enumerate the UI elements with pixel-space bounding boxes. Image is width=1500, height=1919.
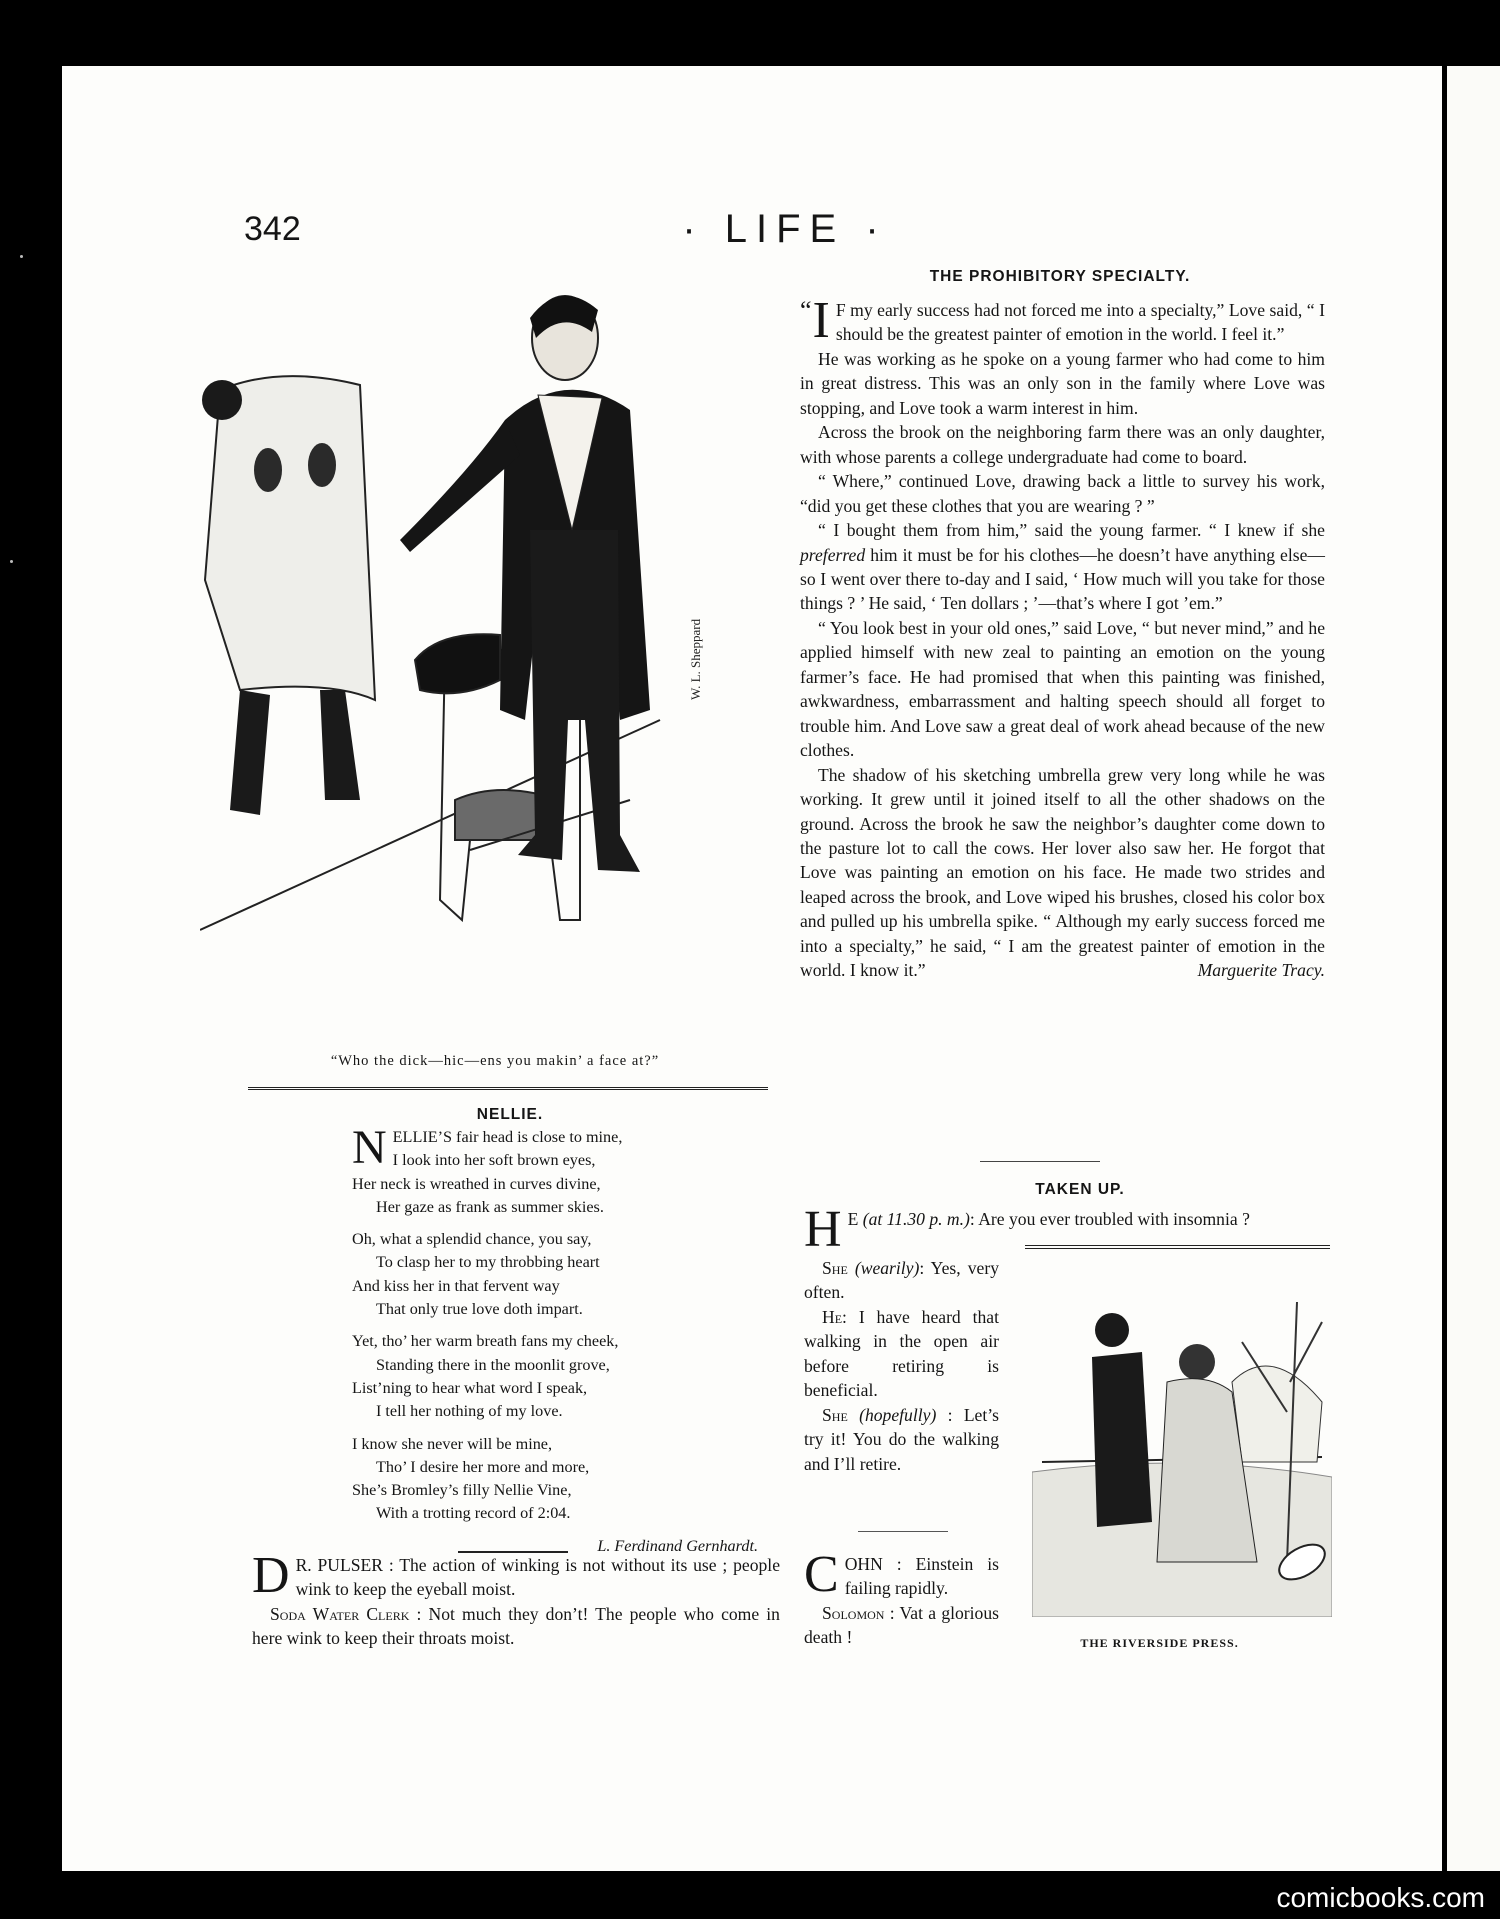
- dialogue: : Are you ever troubled with insomnia ?: [969, 1209, 1250, 1229]
- poem-line: Tho’ I desire her more and more,: [376, 1457, 590, 1476]
- woman-head: [1179, 1344, 1215, 1380]
- poem-line: Her neck is wreathed in curves divine,: [352, 1174, 601, 1193]
- emphasis: preferred: [800, 544, 866, 565]
- paragraph: He was working as he spoke on a young farmer who had come to him in great distress. This was an only son in the family where Love was stopping, and Love took a warm interest in him.: [800, 348, 1325, 418]
- cartoon-illustration: [200, 280, 770, 1048]
- cartoon-drawing: [200, 280, 770, 1048]
- poem-line: She’s Bromley’s filly Nellie Vine,: [352, 1481, 572, 1500]
- article-body: [800, 292, 1325, 983]
- sheet-hole-right: [308, 443, 336, 487]
- paragraph: “ You look best in your old ones,” said Love, “ but never mind,” and he applied himself with new zeal to painting an emotion on the young farmer’s face. He had promised that when this painting was finished, awkwardness, embarrassment and halting speech should all forget to trouble him. And Love saw a great deal of work ahead because of the new clothes.: [800, 617, 1325, 761]
- drop-cap: C: [804, 1546, 839, 1603]
- separator-rule: [858, 1531, 948, 1532]
- artist-signature: W. L. Sheppard: [688, 618, 703, 700]
- paragraph: F my early success had not forced me into a specialty,” Love said, “ I should be the greatest painter of emotion in the world. I feel it.”: [835, 300, 1325, 345]
- scan-speck: [20, 255, 23, 258]
- drop-cap: N: [352, 1121, 387, 1174]
- drop-cap: I: [812, 292, 830, 349]
- dialogue: E: [847, 1209, 863, 1229]
- watermark: comicbooks.com: [1276, 1882, 1485, 1913]
- dialogue: : Let’s try it! You do the walking and I’ll retire.: [804, 1404, 999, 1474]
- dialogue: The action of winking is not without its use ; people wink to keep the eyeball moist.: [295, 1555, 780, 1600]
- dialogue: Not much they don’t! The people who come in here wink to keep their throats moist.: [252, 1603, 780, 1649]
- poem-line: I know she never will be mine,: [352, 1434, 553, 1453]
- poem-line: Standing there in the moonlit grove,: [376, 1355, 610, 1374]
- distant-hill: [1232, 1366, 1322, 1462]
- poem-line: With a trotting record of 2:04.: [376, 1504, 571, 1523]
- separator-rule: [980, 1161, 1100, 1162]
- speaker: She: [822, 1258, 848, 1278]
- open-quote: “: [800, 296, 812, 325]
- poem-line: List’ning to hear what word I speak,: [352, 1378, 588, 1397]
- riverside-illustration: [1032, 1262, 1332, 1617]
- cartoon-caption: “Who the dick—hic—ens you makin’ a face at?”: [330, 1053, 660, 1069]
- illustration-caption: THE RIVERSIDE PRESS.: [1080, 1636, 1239, 1650]
- man-figure: [1092, 1352, 1152, 1527]
- dialogue: Vat a glorious death !: [804, 1602, 999, 1648]
- riverside-drawing: [1032, 1262, 1332, 1617]
- dialogue: Einstein is failing rapidly.: [844, 1554, 999, 1599]
- speaker: She: [822, 1404, 848, 1425]
- article-title: THE PROHIBITORY SPECIALTY.: [929, 268, 1191, 285]
- poem-line: I tell her nothing of my love.: [376, 1402, 563, 1421]
- child-legs: [230, 690, 360, 815]
- joke-taken-up-intro: [804, 1201, 1329, 1258]
- joke-cohn: [804, 1546, 999, 1650]
- stage-direction: (hopefully): [859, 1404, 937, 1425]
- paragraph: Across the brook on the neighboring farm there was an only daughter, with whose parents a college undergraduate had come to board.: [800, 422, 1325, 467]
- poem-title: NELLIE.: [476, 1106, 544, 1123]
- poem-line: Yet, tho’ her warm breath fans my cheek,: [352, 1332, 619, 1351]
- poem-line: ELLIE’S fair head is close to mine,: [392, 1128, 623, 1146]
- article-title: TAKEN UP.: [1035, 1181, 1125, 1198]
- page-number: 342: [244, 210, 301, 248]
- drop-cap: D: [252, 1547, 290, 1604]
- dialogue: : I have heard that walking in the open air before retiring is beneficial.: [804, 1306, 999, 1401]
- poem: [352, 1121, 772, 1558]
- stanza: [352, 1228, 772, 1321]
- author-signature: L. Ferdinand Gernhardt.: [597, 1536, 758, 1555]
- poem-line: That only true love doth impart.: [376, 1300, 583, 1319]
- stanza: [352, 1433, 772, 1526]
- author-signature: Marguerite Tracy.: [1197, 960, 1325, 981]
- paragraph-text: “ I bought them from him,” said the young farmer. “ I knew if she: [818, 520, 1325, 541]
- paragraph-text: him it must be for his clothes—he doesn’t have anything else—so I went over there to-day and I said, ‘ How much will you take for those things ? ’ He said, ‘ Ten dollars ; ’—that’s where I got ’em.”: [800, 544, 1325, 614]
- dialogue: : Yes, very often.: [804, 1258, 999, 1303]
- scan-speck: [10, 560, 13, 563]
- paragraph: [800, 518, 1325, 616]
- drop-cap: H: [804, 1201, 842, 1258]
- man-arm: [400, 420, 520, 552]
- man-head: [1095, 1313, 1129, 1347]
- stanza: [352, 1330, 772, 1423]
- stage-direction: (wearily): [854, 1258, 920, 1278]
- sheet-cloth: [205, 376, 375, 700]
- joke-pulser: [252, 1547, 780, 1651]
- man-in-tailcoat: [400, 296, 650, 872]
- speaker: OHN :: [844, 1554, 902, 1574]
- separator-rule: [248, 1087, 768, 1090]
- paragraph: “ Where,” continued Love, drawing back a little to survey his work, “did you get these clothes that you are wearing ? ”: [800, 471, 1325, 516]
- poem-line: And kiss her in that fervent way: [352, 1276, 560, 1295]
- child-head: [202, 380, 242, 420]
- poem-line: Oh, what a splendid chance, you say,: [352, 1230, 592, 1249]
- poem-line: I look into her soft brown eyes,: [392, 1151, 596, 1170]
- stage-direction: (at 11.30 p. m.): [862, 1209, 970, 1229]
- figure-with-sheet: [202, 376, 375, 815]
- paragraph: The shadow of his sketching umbrella grew very long while he was working. It grew until it joined itself to all the other shadows on the ground. Across the brook he saw the neighbor’s daughter come down to the pasture lot to call the cows. Her lover also saw her. He forgot that Love was painting an emotion on his face. He made two strides and leaped across the brook, and Love wiped his brushes, closed his color box and pulled up his umbrella spike. “ Although my early success forced me into a specialty,” he said, “ I am the greatest painter of emotion in the world. I know it.”: [800, 764, 1325, 981]
- speaker: He: [822, 1306, 843, 1327]
- joke-taken-up: [804, 1256, 999, 1476]
- adjacent-page-edge: [1447, 66, 1500, 1871]
- sheet-hole-left: [254, 448, 282, 492]
- speaker: Soda Water Clerk :: [270, 1603, 422, 1624]
- poem-line: Her gaze as frank as summer skies.: [376, 1197, 604, 1216]
- masthead: · LIFE ·: [682, 207, 888, 251]
- speaker: Solomon :: [822, 1602, 895, 1623]
- speaker: R. PULSER :: [295, 1555, 394, 1575]
- poem-line: To clasp her to my throbbing heart: [376, 1253, 600, 1272]
- stanza: [352, 1121, 772, 1219]
- top-hat: [415, 634, 500, 693]
